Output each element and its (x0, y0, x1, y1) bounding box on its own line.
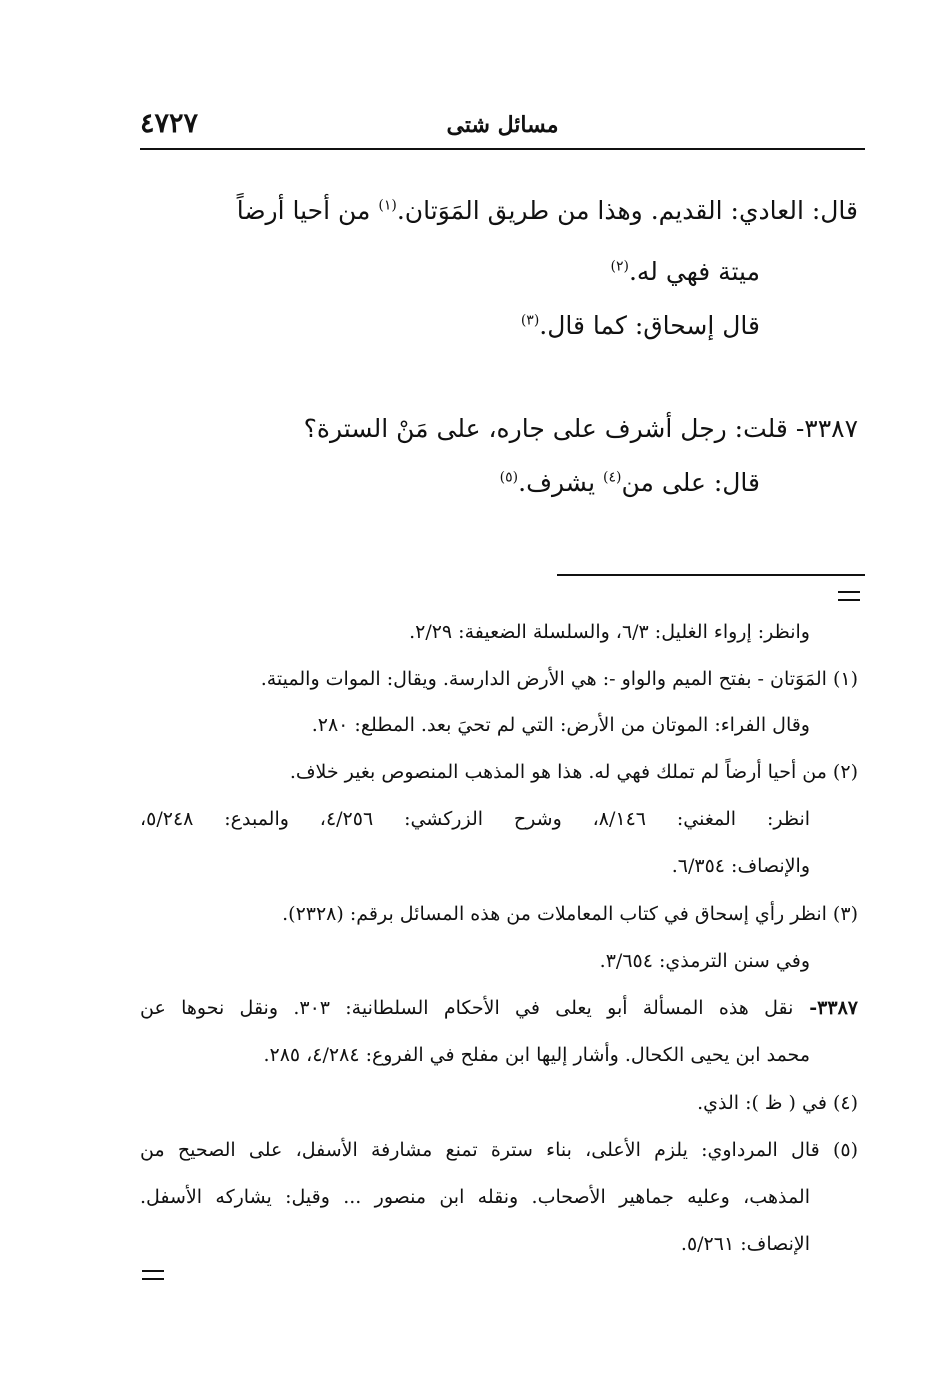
footnote-issue-line-1: ٣٣٨٧- نقل هذه المسألة أبو يعلى في الأحكام السلطانية: ٣٠٣. ونقل نحوها عن (140, 997, 858, 1019)
question-text: قلت: رجل أشرف على جاره، على مَنْ السترة؟ (303, 414, 788, 443)
footnote-2-line-2: انظر: المغني: ٨/١٤٦، وشرح الزركشي: ٤/٢٥٦، والمبدع: ٥/٢٤٨، (140, 808, 811, 830)
main-line-3: قال إسحاق: كما قال.$^{(٣)}$ (520, 311, 760, 340)
running-title: مسائل شتى (446, 112, 559, 138)
running-head (140, 108, 865, 144)
footnote-3-line-1: (٣) انظر رأي إسحاق في كتاب المعاملات من هذه المسائل برقم: (٢٣٢٨). (282, 903, 858, 925)
footnote-ref-1: (١) (378, 197, 397, 214)
footnote-3-line-2: وفي سنن الترمذي: ٣/٦٥٤. (599, 950, 810, 972)
footnote-1-line-2: وقال الفراء: الموتان من الأرض: التي لم تحيَ بعد. المطلع: ٢٨٠. (311, 714, 810, 736)
footnote-ref-5: (٥) (499, 469, 519, 486)
footnote-ref-4: (٤) (603, 469, 622, 486)
footnote-5-line-2: المذهب، وعليه جماهير الأصحاب. ونقله ابن منصور ... وقيل: يشاركه الأسفل. (140, 1186, 810, 1208)
footnote-2-line-3: والإنصاف: ٦/٣٥٤. (671, 855, 810, 877)
footnote-ref-2: (٢) (610, 258, 629, 275)
main-line-2: ميتة فهي له.$^{(٢)}$ (610, 257, 760, 286)
header-rule (140, 148, 865, 150)
continuation-mark-top (838, 591, 860, 601)
footnote-issue-line-2: محمد ابن يحيى الكحال. وأشار إليها ابن مفلح في الفروع: ٤/٢٨٤، ٢٨٥. (263, 1044, 810, 1066)
footnote-5-line-3: الإنصاف: ٥/٢٦١. (680, 1233, 810, 1255)
continuation-mark-bottom (142, 1270, 164, 1280)
footnote-2-line-1: (٢) من أحيا أرضاً لم تملك فهي له. هذا هو المذهب المنصوص بغير خلاف. (289, 761, 858, 783)
footnote-5-line-1: (٥) قال المرداوي: يلزم الأعلى، بناء سترة تمنع مشارفة الأسفل، على الصحيح من (140, 1139, 858, 1161)
footnote-4: (٤) في ( ظ ): الذي. (697, 1092, 858, 1114)
footnote-continuation: وانظر: إرواء الغليل: ٦/٣، والسلسلة الضعيفة: ٢/٢٩. (409, 621, 810, 643)
page-number: ٤٧٢٧ (140, 108, 199, 139)
footnote-ref-3: (٣) (520, 312, 540, 329)
footnote-rule (557, 574, 865, 576)
footnote-1-line-1: (١) المَوَتان - بفتح الميم والواو -: هي الأرض الدارسة. ويقال: الموات والميتة. (260, 668, 858, 690)
answer-line: قال: على من$^{(٤)}$ يشرف.$^{(٥)}$ (499, 468, 760, 497)
main-line-1: قال: العادي: القديم. وهذا من طريق المَوَتان.$^{(١)}$ من أحيا أرضاً (236, 196, 858, 225)
question-line (304, 414, 858, 443)
footnote-issue-number: ٣٣٨٧- (793, 997, 858, 1019)
question-number: ٣٣٨٧- (787, 414, 858, 443)
